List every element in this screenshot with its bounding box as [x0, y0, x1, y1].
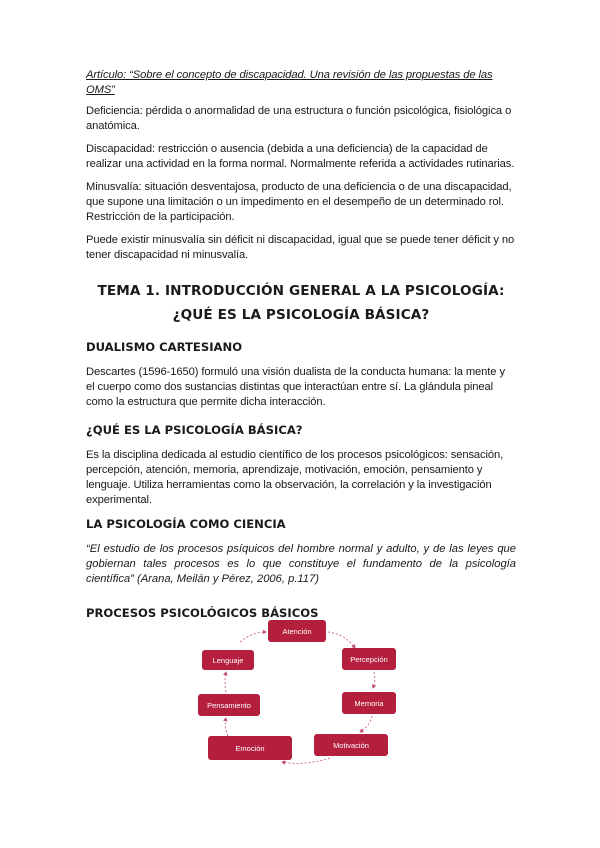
quote-ciencia: “El estudio de los procesos psíquicos del hombre normal y adulto, y de las leyes que gobiernan tales procesos es lo que constituye el fundamento de la psicología científica” (Arana, Meilán y Pérez, 2006, p.117)	[86, 543, 516, 585]
node-memoria: Memoria	[342, 692, 396, 714]
article-reference: Artículo: “Sobre el concepto de discapacidad. Una revisión de las propuestas de las OMS”	[86, 69, 493, 96]
node-motivacion: Motivación	[314, 734, 388, 756]
heading-procesos: PROCESOS PSICOLÓGICOS BÁSICOS	[86, 606, 319, 620]
node-atencion: Atención	[268, 620, 326, 642]
document-page	[86, 68, 516, 631]
node-pensamiento: Pensamiento	[198, 694, 260, 716]
arrow-percepcion-memoria	[373, 672, 375, 688]
definition-discapacidad: Discapacidad: restricción o ausencia (debida a una deficiencia) de la capacidad de realizar una actividad en la forma normal. Normalmente referida a actividades rutinarias.	[86, 143, 515, 170]
node-lenguaje: Lenguaje	[202, 650, 254, 670]
node-percepcion: Percepción	[342, 648, 396, 670]
tema-title: TEMA 1. INTRODUCCIÓN GENERAL A LA PSICOLOGÍA: ¿QUÉ ES LA PSICOLOGÍA BÁSICA?	[97, 283, 505, 323]
arrow-atencion-percepcion	[328, 632, 355, 648]
paragraph-dualismo: Descartes (1596-1650) formuló una visión dualista de la conducta humana: la mente y el cuerpo como dos sustancias distintas que interactúan entre sí. La glándula pineal como la estructura que permite dicha interacción.	[86, 366, 505, 408]
heading-ciencia: LA PSICOLOGÍA COMO CIENCIA	[86, 517, 286, 531]
definition-note: Puede existir minusvalía sin déficit ni discapacidad, igual que se puede tener déficit y no tener discapacidad ni minusvalía.	[86, 234, 515, 261]
arrow-emocion-pensamiento	[225, 718, 228, 736]
paragraph-que-es: Es la disciplina dedicada al estudio científico de los procesos psicológicos: sensación, percepción, atención, memoria, aprendizaje, motivación, emoción, pensamiento y lenguaje. Utiliza herramientas como la observación, la correlación y la investigación experimental.	[86, 449, 504, 506]
arrow-memoria-motivacion	[360, 716, 372, 732]
definition-minusvalia: Minusvalía: situación desventajosa, producto de una deficiencia o de una discapacidad, que supone una limitación o un impedimento en el desempeño de un determinado rol. Restricción de la participación.	[86, 181, 512, 223]
process-cycle-diagram	[190, 612, 400, 772]
heading-dualismo: DUALISMO CARTESIANO	[86, 340, 243, 354]
heading-que-es: ¿QUÉ ES LA PSICOLOGÍA BÁSICA?	[86, 423, 303, 437]
arrow-lenguaje-atencion	[240, 632, 266, 642]
definition-deficiencia: Deficiencia: pérdida o anormalidad de una estructura o función psicológica, fisiológica o anatómica.	[86, 105, 512, 132]
arrow-pensamiento-lenguaje	[225, 672, 226, 692]
node-emocion: Emoción	[208, 736, 292, 760]
